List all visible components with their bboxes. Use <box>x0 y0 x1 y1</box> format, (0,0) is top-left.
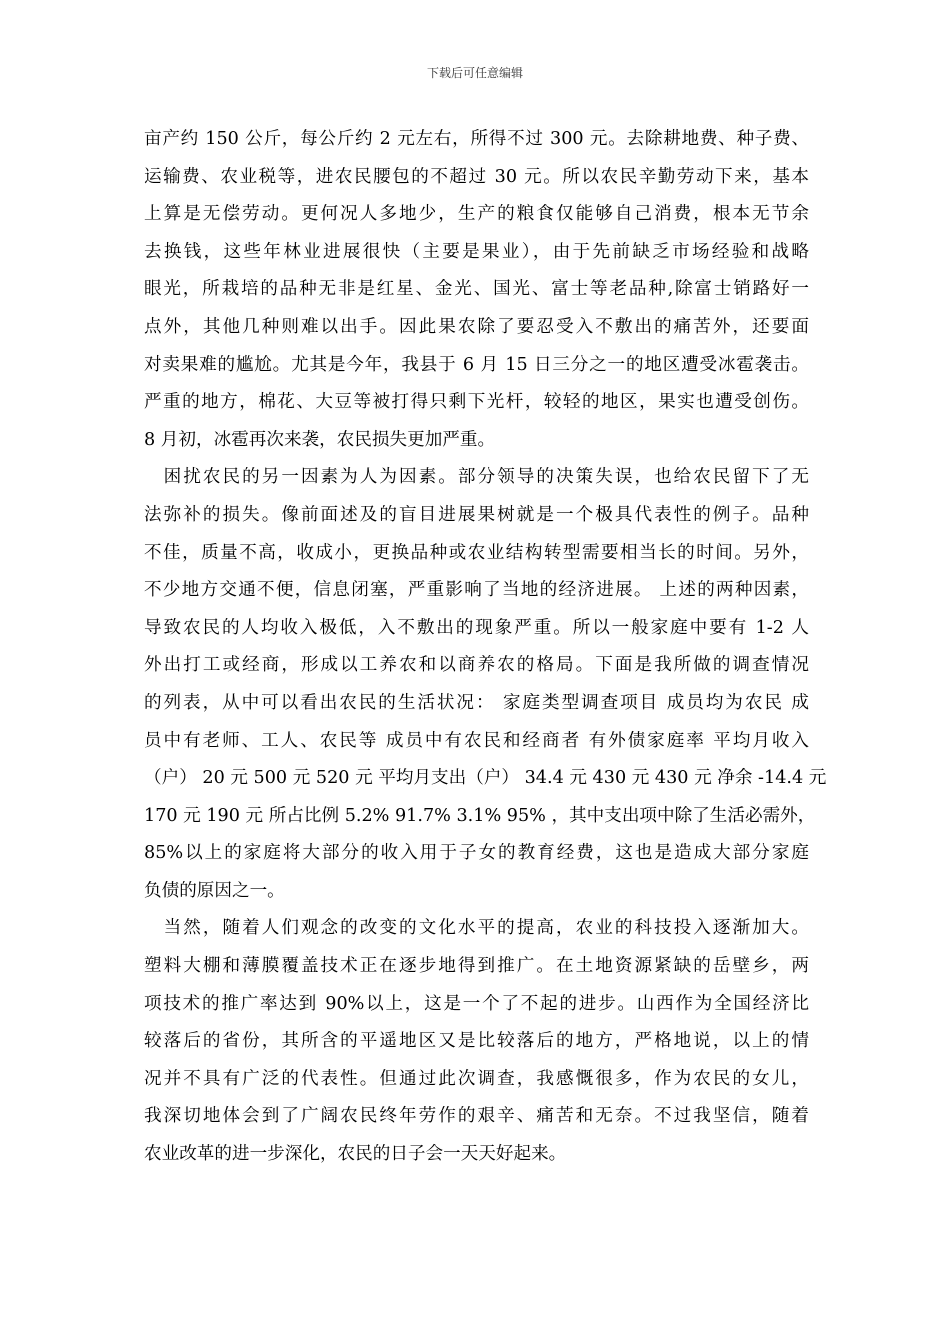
text-line: 困扰农民的另一因素为人为因素。部分领导的决策失误，也给农民留下了无 <box>144 467 809 488</box>
text-line: 负债的原因之一。 <box>144 880 285 901</box>
text-line: （户） 20 元 500 元 520 元 平均月支出（户） 34.4 元 430 元 430 元 净余 -14.4 元 <box>144 768 827 789</box>
text-line: 员中有老师、工人、农民等 成员中有农民和经商者 有外债家庭率 平均月收入 <box>144 730 809 751</box>
text-line: 上算是无偿劳动。更何况人多地少，生产的粮食仅能够自己消费，根本无节余 <box>144 204 809 225</box>
text-line: 不佳，质量不高，收成小，更换品种或农业结构转型需要相当长的时间。另外， <box>144 542 809 563</box>
text-line: 法弥补的损失。像前面述及的盲目进展果树就是一个极具代表性的例子。品种 <box>144 504 809 525</box>
text-line: 况并不具有广泛的代表性。但通过此次调查，我感慨很多，作为农民的女儿， <box>144 1068 809 1089</box>
text-line: 眼光，所栽培的品种无非是红星、金光、国光、富士等老品种,除富士销路好一 <box>144 279 809 300</box>
text-line: 170 元 190 元 所占比例 5.2% 91.7% 3.1% 95% ，其中支出项中除了生活必需外， <box>144 805 816 826</box>
text-line: 的列表，从中可以看出农民的生活状况： 家庭类型调查项目 成员均为农民 成 <box>144 692 809 713</box>
text-line: 对卖果难的尴尬。尤其是今年，我县于 6 月 15 日三分之一的地区遭受冰雹袭击。 <box>144 354 809 375</box>
text-line: 亩产约 150 公斤，每公斤约 2 元左右，所得不过 300 元。去除耕地费、种子费、 <box>144 129 809 149</box>
text-line: 当然，随着人们观念的改变的文化水平的提高，农业的科技投入逐渐加大。 <box>144 918 809 939</box>
text-line: 较落后的省份，其所含的平遥地区又是比较落后的地方，严格地说，以上的情 <box>144 1031 809 1052</box>
document-body <box>144 121 827 1174</box>
text-line: 严重的地方，棉花、大豆等被打得只剩下光杆，较轻的地区，果实也遭受创伤。 <box>144 392 809 413</box>
text-line: 农业改革的进一步深化，农民的日子会一天天好起来。 <box>144 1144 567 1165</box>
text-line: 导致农民的人均收入极低，入不敷出的现象严重。所以一般家庭中要有 1-2 人 <box>144 617 809 638</box>
text-line: 8 月初，冰雹再次来袭，农民损失更加严重。 <box>144 429 496 450</box>
text-line: 项技术的推广率达到 90%以上，这是一个了不起的进步。山西作为全国经济比 <box>144 993 809 1014</box>
text-line: 不少地方交通不便，信息闭塞，严重影响了当地的经济进展。 上述的两种因素， <box>144 580 809 601</box>
text-line: 外出打工或经商，形成以工养农和以商养农的格局。下面是我所做的调查情况 <box>144 655 809 676</box>
text-line: 运输费、农业税等，进农民腰包的不超过 30 元。所以农民辛勤劳动下来，基本 <box>144 166 809 187</box>
text-line: 点外，其他几种则难以出手。因此果农除了要忍受入不敷出的痛苦外，还要面 <box>144 316 809 337</box>
text-line: 85%以上的家庭将大部分的收入用于子女的教育经费，这也是造成大部分家庭 <box>144 843 809 864</box>
text-line: 去换钱，这些年林业进展很快（主要是果业），由于先前缺乏市场经验和战略 <box>144 241 809 262</box>
text-line: 我深切地体会到了广阔农民终年劳作的艰辛、痛苦和无奈。不过我坚信，随着 <box>144 1106 809 1127</box>
text-line: 塑料大棚和薄膜覆盖技术正在逐步地得到推广。在土地资源紧缺的岳壁乡，两 <box>144 956 809 977</box>
page-header: 下载后可任意编辑 <box>426 66 523 80</box>
